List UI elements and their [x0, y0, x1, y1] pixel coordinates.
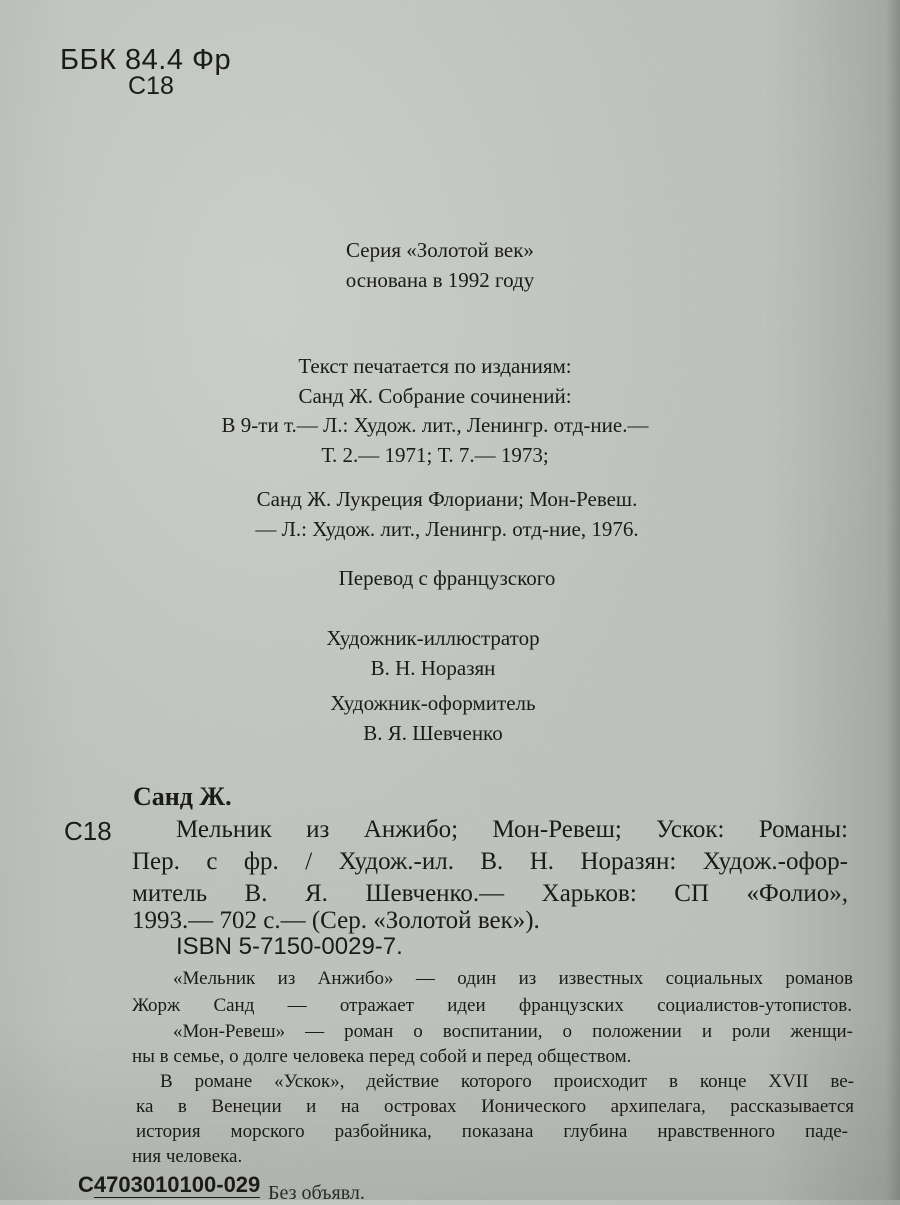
page-edge-shadow — [886, 0, 900, 1200]
source-line: — Л.: Худож. лит., Ленингр. отд-ние, 1976. — [255, 517, 639, 541]
print-code-number: 4703010100-029 — [93, 1172, 261, 1197]
illustrator-role: Художник-иллюстратор — [326, 626, 540, 650]
source-editions — [0, 352, 885, 470]
designer-role: Художник-оформитель — [330, 691, 536, 715]
annotation-line: ка в Венеции и на островах Ионического архипелага, рассказывается — [136, 1096, 854, 1117]
source-heading: Текст печатается по изданиям: — [298, 354, 572, 378]
annotation-line: В романе «Ускок», действие которого происходит в конце XVII ве- — [160, 1071, 854, 1092]
print-code — [78, 1172, 260, 1198]
print-code-prefix: С — [78, 1172, 94, 1197]
illustrator-credit — [0, 623, 883, 683]
source-line: Санд Ж. Собрание сочинений: — [298, 383, 572, 408]
catalog-line: 1993.— 702 с.— (Сер. «Золотой век»). — [132, 907, 540, 934]
bbk-classification: ББК 84.4 Фр — [60, 44, 232, 76]
annotation-line: ния человека. — [132, 1146, 243, 1167]
isbn: ISBN 5-7150-0029-7. — [176, 933, 403, 960]
annotation-line: Жорж Санд — отражает идеи французских социалистов-утопистов. — [132, 995, 852, 1016]
print-code-note: Без объявл. — [268, 1182, 365, 1204]
annotation-line: «Мельник из Анжибо» — один из известных социальных романов — [173, 968, 853, 989]
source-line: Санд Ж. Лукреция Флориани; Мон-Ревеш. — [256, 487, 638, 511]
designer-name: В. Я. Шевченко — [363, 721, 503, 745]
series-title: Серия «Золотой век» — [346, 238, 534, 262]
catalog-index: С18 — [64, 816, 112, 846]
annotation-line: «Мон-Ревеш» — роман о воспитании, о положении и роли женщи- — [173, 1021, 853, 1042]
annotation-line: ны в семье, о долге человека перед собой и перед обществом. — [132, 1046, 632, 1067]
designer-credit — [0, 688, 883, 748]
source-line: Т. 2.— 1971; Т. 7.— 1973; — [321, 442, 549, 467]
author-index: С18 — [128, 72, 174, 100]
translation-note: Перевод с французского — [338, 566, 556, 590]
catalog-line: Пер. с фр. / Худож.-ил. В. Н. Норазян: Худож.-офор- — [132, 848, 848, 875]
catalog-line: Мельник из Анжибо; Мон-Ревеш; Ускок: Романы: — [176, 816, 848, 843]
series-info — [0, 235, 890, 295]
source-line: В 9-ти т.— Л.: Худож. лит., Ленингр. отд-ние.— — [221, 413, 649, 437]
catalog-author: Санд Ж. — [133, 782, 232, 811]
series-founded: основана в 1992 году — [345, 268, 535, 292]
illustrator-name: В. Н. Норазян — [370, 656, 496, 680]
catalog-line: митель В. Я. Шевченко.— Харьков: СП «Фолио», — [132, 880, 848, 907]
source-editions-2 — [0, 484, 897, 544]
annotation-line: история морского разбойника, показана глубина нравственного паде- — [136, 1121, 848, 1142]
